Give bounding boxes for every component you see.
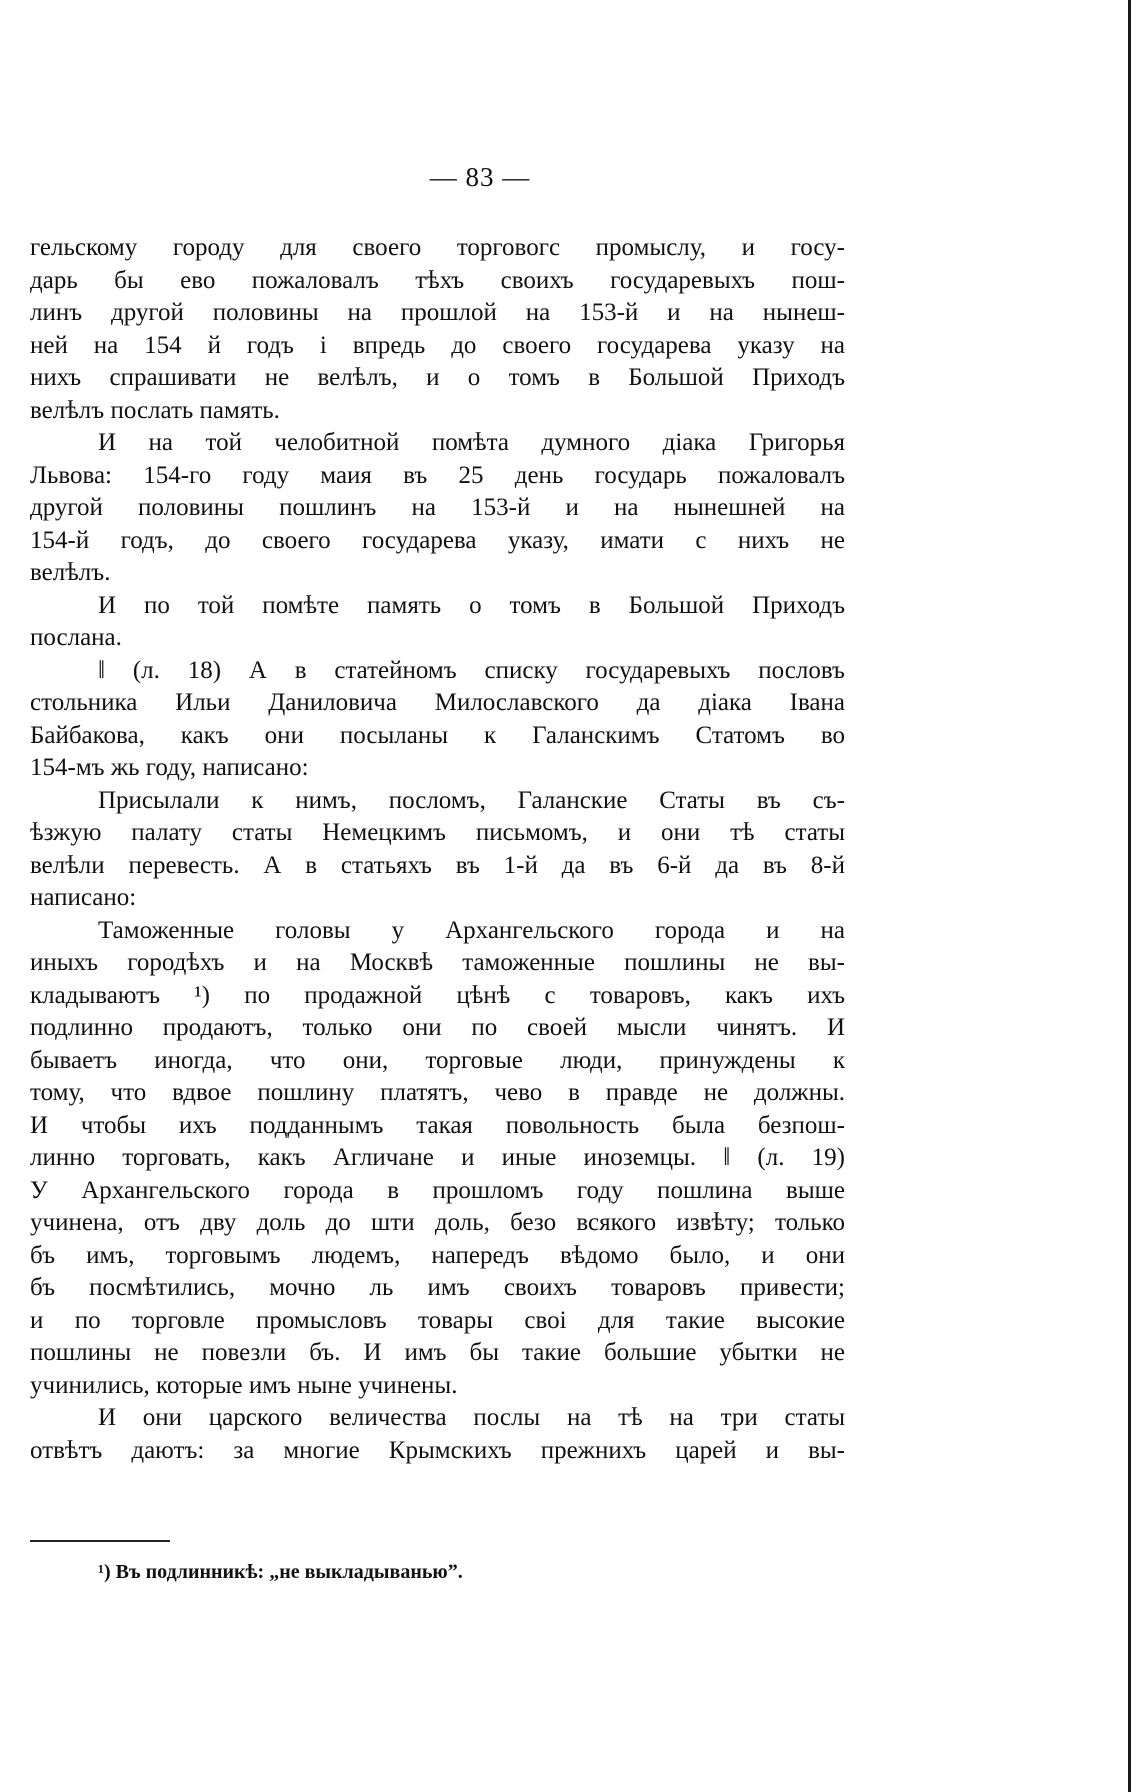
text-line: бъ посмѣтились, мочно ль имъ своихъ товаровъ привести; — [30, 1274, 845, 1301]
text-line: другой половины пошлинъ на 153-й и на нынешней на — [30, 494, 845, 521]
text-line: И на той челобитной помѣта думного діака Григорья — [98, 429, 845, 456]
text-line: учинена, отъ дву доль до шти доль, безо всякого извѣту; только — [30, 1209, 845, 1236]
body-text — [30, 232, 845, 1467]
text-line: И чтобы ихъ подданнымъ такая повольность была безпош- — [30, 1111, 845, 1139]
footnote-divider — [30, 1540, 170, 1542]
text-line: тому, что вдвое пошлину платятъ, чево в правде не должны. — [30, 1079, 845, 1106]
text-line: послана. — [30, 624, 122, 651]
text-line: стольника Ильи Даниловича Милославского да діака Івана — [30, 689, 845, 716]
text-line: бъ имъ, торговымъ людемъ, напередъ вѣдомо было, и они — [30, 1241, 845, 1269]
text-line: написано: — [30, 884, 137, 911]
page-edge-line — [1128, 0, 1131, 1792]
page-number: — 83 — — [429, 162, 531, 192]
text-line: Львова: 154-го году маия въ 25 день государь пожаловалъ — [30, 461, 845, 489]
text-line: велѣлъ послать память. — [30, 396, 280, 424]
footnote: ¹) Въ подлинникѣ: „не выкладываньюˮ. — [98, 1561, 463, 1583]
text-line: линно торговать, какъ Агличане и иные иноземцы. ‖ (л. 19) — [30, 1144, 845, 1171]
text-line: И по той помѣте память о томъ в Большой Приходъ — [98, 591, 845, 619]
text-line: отвѣтъ даютъ: за многие Крымскихъ прежнихъ царей и вы- — [30, 1436, 845, 1464]
text-line: кладываютъ ¹) по продажной цѣнѣ с товаровъ, какъ ихъ — [30, 981, 845, 1009]
text-line: ней на 154 й годъ і впредь до своего государева указу на — [30, 331, 845, 359]
text-line: иныхъ городѣхъ и на Москвѣ таможенные пошлины не вы- — [30, 949, 845, 976]
text-line: Присылали к нимъ, посломъ, Галанские Статы въ съ- — [98, 786, 845, 814]
text-line: У Архангельского города в прошломъ году пошлина выше — [30, 1176, 845, 1204]
text-line: дарь бы ево пожаловалъ тѣхъ своихъ государевыхъ пош- — [30, 266, 845, 294]
text-line: линъ другой половины на прошлой на 153-й и на нынеш- — [30, 299, 845, 326]
text-line: гельскому городу для своего торговогс промыслу, и госу- — [30, 234, 845, 261]
text-line: 154-мъ жь году, написано: — [30, 754, 309, 781]
text-line: И они царского величества послы на тѣ на три статы — [98, 1404, 845, 1431]
text-line: бываетъ иногда, что они, торговые люди, принуждены к — [30, 1046, 845, 1074]
text-line: ѣзжую палату статы Немецкимъ письмомъ, и они тѣ статы — [30, 819, 845, 846]
text-line: подлинно продаютъ, только они по своей мысли чинятъ. И — [30, 1014, 845, 1041]
text-line: велѣли перевесть. А в статьяхъ въ 1-й да въ 6-й да въ 8-й — [30, 851, 845, 879]
text-line: велѣлъ. — [30, 559, 111, 586]
text-line: 154-й годъ, до своего государева указу, имати с нихъ не — [30, 526, 845, 554]
text-line: Таможенные головы у Архангельского города и на — [98, 916, 845, 944]
text-line: и по торговле промысловъ товары своі для такие высокие — [30, 1306, 845, 1334]
text-line: ‖ (л. 18) А в статейномъ списку государевыхъ пословъ — [98, 656, 845, 684]
text-line: учинились, которые имъ ныне учинены. — [30, 1371, 458, 1399]
text-line: Байбакова, какъ они посыланы к Галанскимъ Статомъ во — [30, 721, 845, 749]
text-line: нихъ спрашивати не велѣлъ, и о томъ в Большой Приходъ — [30, 364, 845, 391]
text-line: пошлины не повезли бъ. И имъ бы такие большие убытки не — [30, 1339, 845, 1366]
